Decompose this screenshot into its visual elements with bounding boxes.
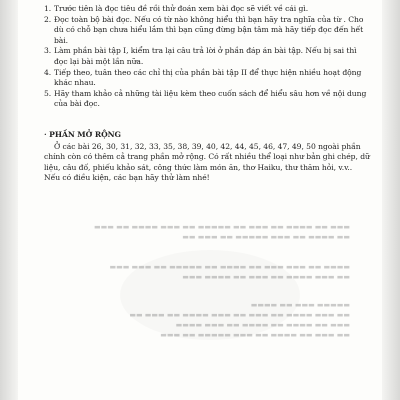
reading-steps-list [44, 4, 370, 110]
extension-section-title: · PHẦN MỞ RỘNG [44, 129, 121, 139]
step-text: Trước tiên là đọc tiêu đề rồi thử đoán xem bài đọc sẽ viết về cái gì. [54, 4, 309, 13]
bleed-through-text: ▬▬▬▬ ▬▬ ▬▬▬ ▬▬▬ ▬▬ ▬▬▬▬ ▬▬ ▬▬▬▬▬ ▬▬ ▬▬▬ ▬▬▬ ▬▬ ▬▬▬ ▬▬▬▬ ▬▬ ▬▬▬ ▬▬ ▬▬▬▬ ▬▬▬ [109, 263, 350, 281]
list-item [44, 15, 370, 47]
extension-section-body: Ở các bài 26, 30, 31, 32, 33, 35, 38, 39, 40, 42, 44, 45, 46, 47, 49, 50 ngoài phần chính còn có thêm cả trang phần mở rộng. Có rất nhiều thể loại như bản ghi chép, dữ liệu, câu đố, phiếu khảo sát, công thức làm món ăn, thơ Haiku, thư thăm hỏi, v.v.. Nếu có điều kiện, các bạn hãy thử làm nhé! [44, 141, 370, 183]
step-text: Đọc toàn bộ bài đọc. Nếu có từ nào không hiểu thì bạn hãy tra nghĩa của từ . Cho dù có chỗ bạn chưa hiểu lắm thì bạn cũng đừng bận tâm mà hãy tiếp đọc đến hết bài. [54, 14, 364, 45]
step-number: 1. [44, 4, 52, 13]
step-number: 5. [44, 88, 52, 98]
list-item [44, 89, 370, 110]
step-text: Làm phần bài tập I, kiểm tra lại câu trả lời ở phần đáp án bài tập. Nếu bị sai thì đọc lại bài một lần nữa. [54, 46, 357, 66]
step-number: 2. [44, 14, 52, 24]
bleed-through-text: ▬▬▬ ▬▬ ▬▬▬▬ ▬▬ ▬▬▬ ▬▬ ▬▬▬▬▬ ▬▬ ▬▬▬ ▬▬▬▬ ▬▬ ▬▬▬ ▬▬ ▬▬▬▬ ▬▬ ▬▬▬ ▬▬▬▬▬ ▬▬ ▬▬▬ ▬▬ [94, 223, 350, 241]
list-item [44, 68, 370, 89]
bleed-through-text: ▬▬▬▬▬ ▬▬▬ ▬▬ ▬▬▬▬ ▬▬ ▬▬▬ ▬▬▬▬ ▬▬ ▬▬▬ ▬▬ ▬▬▬ ▬▬▬▬ ▬▬ ▬▬▬ ▬▬ ▬▬▬ ▬▬ ▬▬▬▬ ▬▬ ▬▬▬▬ ▬▬ ▬▬▬ ▬▬▬▬ ▬▬ ▬▬▬ ▬▬ ▬▬▬▬ ▬▬ ▬▬▬ ▬▬▬▬▬ ▬▬ ▬▬▬ [129, 301, 350, 339]
step-text: Hãy tham khảo cả những tài liệu kèm theo cuốn sách để hiểu sâu hơn về nội dung của bài đọc. [54, 88, 367, 109]
list-item [44, 46, 370, 67]
step-number: 3. [44, 46, 52, 56]
list-item [44, 4, 370, 15]
page-content [44, 0, 370, 184]
scan-shadow-left [0, 0, 18, 400]
step-text: Tiếp theo, tuân theo các chỉ thị của phần bài tập II để thực hiện nhiều hoạt động khác nhau. [54, 67, 362, 88]
scan-shadow-right [382, 0, 400, 400]
step-number: 4. [44, 67, 52, 77]
